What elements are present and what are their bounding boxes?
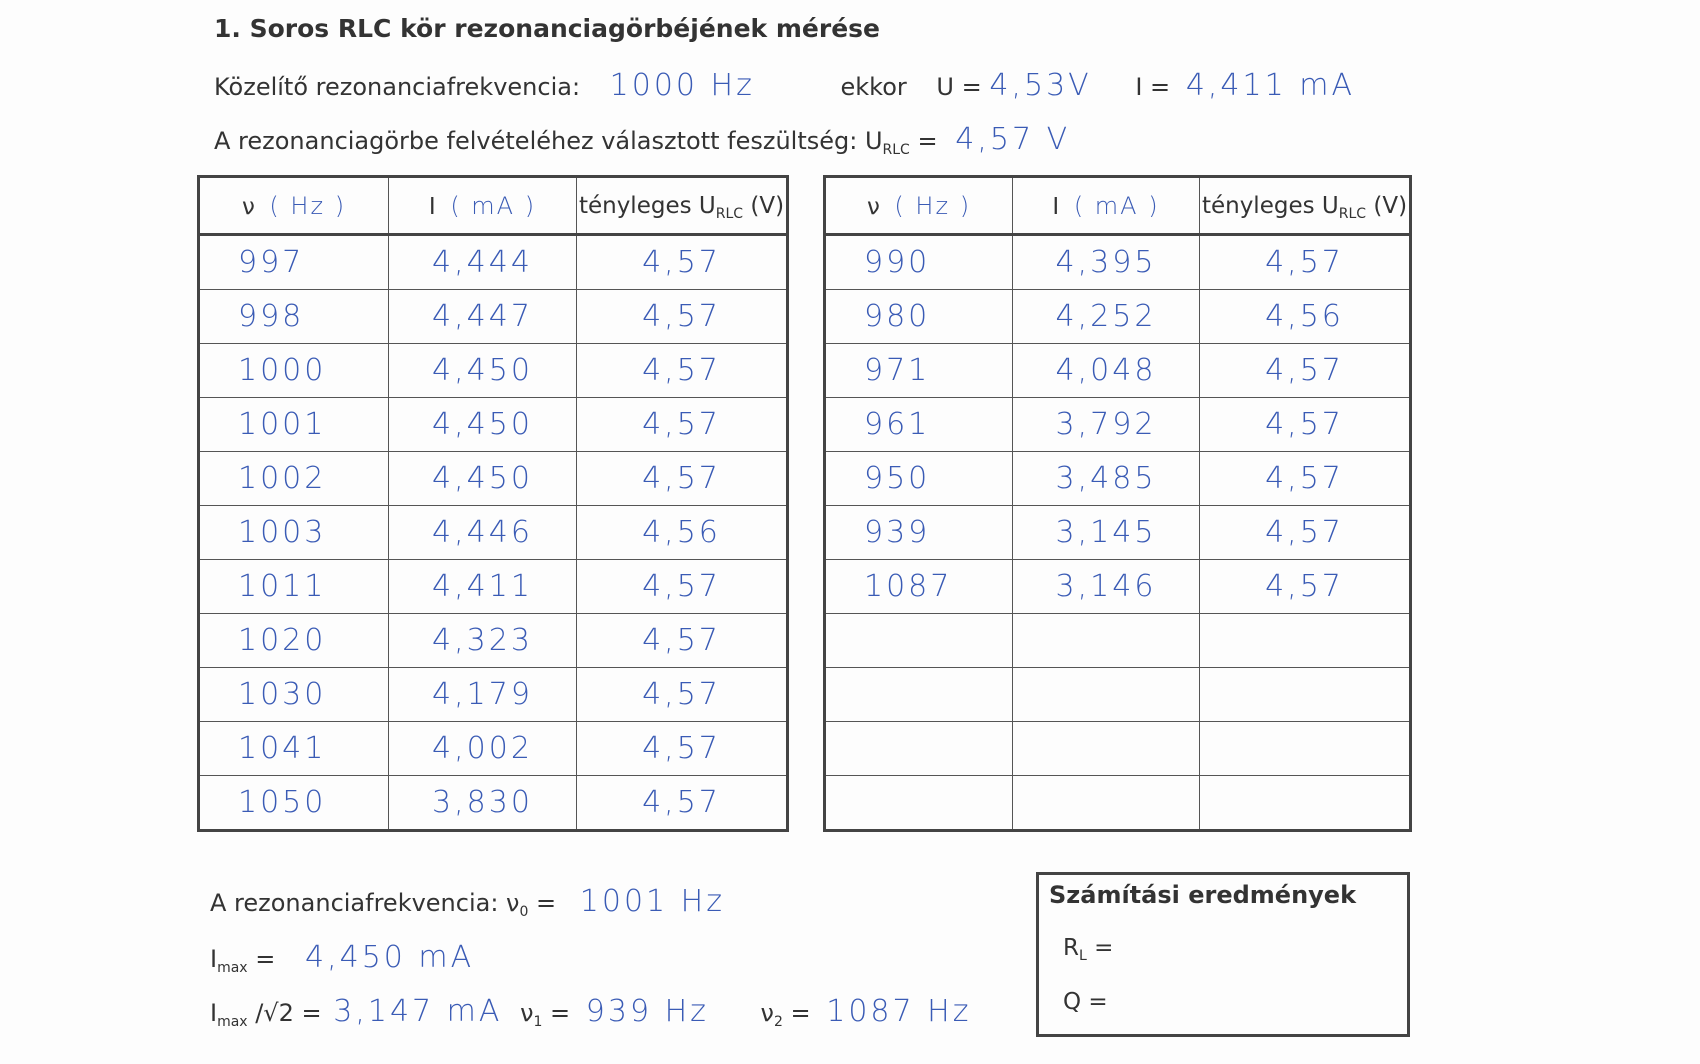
freq-cell-value: 990: [864, 245, 931, 280]
freq-cell: [199, 560, 389, 614]
chosen-voltage-value: 4,57 V: [955, 122, 1071, 157]
freq-cell-value: 1030: [238, 677, 327, 712]
q-field: [1063, 989, 1108, 1015]
current-cell: [389, 235, 577, 290]
current-header: [389, 177, 577, 235]
current-cell: [389, 722, 577, 776]
current-cell-value: 4,411: [432, 569, 533, 604]
freq-unit: ( Hz ): [894, 191, 972, 220]
current-cell: [1013, 776, 1200, 831]
table-row: [825, 560, 1411, 614]
resonance-freq-value: 1001 Hz: [579, 884, 725, 919]
nu2-label: ν: [760, 999, 774, 1027]
current-cell-value: 4,002: [432, 731, 533, 766]
u-value: 4,53V: [989, 68, 1092, 103]
freq-cell-value: 1020: [238, 623, 327, 658]
voltage-cell-value: 4,56: [1265, 299, 1344, 334]
table-row: [199, 776, 788, 831]
results-box-title: Számítási eredmények: [1049, 881, 1357, 909]
freq-cell-value: 1000: [238, 353, 327, 388]
table-row: [199, 344, 788, 398]
q-label: Q =: [1063, 989, 1108, 1015]
table-row: [199, 398, 788, 452]
current-cell: [389, 344, 577, 398]
freq-cell-value: 961: [864, 407, 931, 442]
current-cell-value: 3,145: [1055, 515, 1157, 550]
chosen-voltage-line: [214, 122, 1070, 157]
current-cell-value: 4,447: [432, 299, 533, 334]
current-cell: [389, 452, 577, 506]
voltage-cell: [1200, 344, 1411, 398]
voltage-cell: [577, 344, 788, 398]
current-cell-value: 4,395: [1055, 245, 1157, 280]
voltage-cell-value: 4,56: [642, 515, 721, 550]
current-cell-value: 3,485: [1055, 461, 1157, 496]
ekkor-label: ekkor: [840, 73, 907, 101]
current-cell: [1013, 722, 1200, 776]
voltage-cell: [1200, 506, 1411, 560]
freq-cell: [825, 776, 1013, 831]
imax-sqrt2-rest: /√2 =: [247, 999, 322, 1027]
current-cell-value: 3,830: [432, 785, 533, 820]
table-row: [199, 290, 788, 344]
freq-cell: [825, 398, 1013, 452]
voltage-cell: [577, 398, 788, 452]
voltage-cell-value: 4,57: [1265, 245, 1344, 280]
voltage-cell-value: 4,57: [1265, 515, 1344, 550]
freq-cell-value: 950: [864, 461, 931, 496]
voltage-cell: [577, 452, 788, 506]
freq-cell: [825, 290, 1013, 344]
table-row: [825, 614, 1411, 668]
voltage-cell: [1200, 235, 1411, 290]
voltage-header-text: tényleges U: [1201, 192, 1339, 219]
table-row: [199, 668, 788, 722]
i-symbol: I: [428, 193, 436, 220]
freq-cell: [825, 235, 1013, 290]
current-cell: [1013, 290, 1200, 344]
approx-freq-label: Közelítő rezonanciafrekvencia:: [214, 73, 581, 101]
freq-cell: [199, 614, 389, 668]
freq-header: [825, 177, 1013, 235]
u-label: U =: [936, 73, 982, 101]
voltage-cell: [577, 560, 788, 614]
freq-cell-value: 997: [238, 245, 305, 280]
current-cell: [1013, 560, 1200, 614]
voltage-cell: [1200, 776, 1411, 831]
current-cell: [389, 776, 577, 831]
chosen-voltage-eq: =: [909, 127, 938, 155]
freq-cell: [825, 344, 1013, 398]
freq-cell-value: 1001: [238, 407, 327, 442]
voltage-cell-value: 4,57: [642, 299, 721, 334]
voltage-cell: [1200, 398, 1411, 452]
voltage-cell-value: 4,57: [642, 569, 721, 604]
voltage-cell: [1200, 614, 1411, 668]
freq-header: [199, 177, 389, 235]
imax-eq: =: [247, 945, 276, 973]
current-cell-value: 4,323: [432, 623, 533, 658]
nu1-sub: 1: [533, 1014, 543, 1030]
voltage-cell: [577, 668, 788, 722]
freq-cell: [825, 668, 1013, 722]
table-row: [199, 722, 788, 776]
freq-cell: [199, 506, 389, 560]
nu-symbol: ν: [241, 193, 255, 220]
voltage-cell: [1200, 560, 1411, 614]
table-row: [825, 344, 1411, 398]
voltage-cell-value: 4,57: [642, 677, 721, 712]
current-cell-value: 3,146: [1055, 569, 1157, 604]
current-cell: [1013, 235, 1200, 290]
freq-cell-value: 971: [864, 353, 931, 388]
freq-cell-value: 1041: [238, 731, 327, 766]
resonance-freq-label: A rezonanciafrekvencia: ν: [210, 889, 520, 917]
rl-field: [1063, 935, 1114, 964]
voltage-cell-value: 4,57: [1265, 353, 1344, 388]
measurement-table-left: [197, 175, 789, 832]
voltage-cell: [1200, 722, 1411, 776]
freq-cell: [825, 452, 1013, 506]
i-symbol: I: [1052, 193, 1060, 220]
nu1-label: ν: [520, 999, 534, 1027]
current-cell: [1013, 398, 1200, 452]
voltage-cell-value: 4,57: [642, 785, 721, 820]
table-row: [199, 560, 788, 614]
current-header: [1013, 177, 1200, 235]
current-cell-value: 4,450: [432, 461, 533, 496]
freq-cell-value: 1003: [238, 515, 327, 550]
imax-sqrt2-label: I: [210, 999, 218, 1027]
voltage-header: [577, 177, 788, 235]
nu2-eq: =: [782, 999, 811, 1027]
i-label: I =: [1135, 73, 1171, 101]
current-cell: [1013, 344, 1200, 398]
table-header-row: [199, 177, 788, 235]
voltage-cell: [577, 290, 788, 344]
resonance-freq-sub: 0: [519, 904, 529, 920]
freq-cell: [199, 344, 389, 398]
current-cell: [1013, 668, 1200, 722]
voltage-cell: [577, 614, 788, 668]
imax-sqrt2-sub: max: [217, 1014, 248, 1030]
table-row: [825, 776, 1411, 831]
freq-cell: [199, 776, 389, 831]
table-row: [199, 506, 788, 560]
page-title: 1. Soros RLC kör rezonanciagörbéjének mérése: [214, 14, 880, 43]
voltage-cell: [577, 235, 788, 290]
voltage-header-text: tényleges U: [578, 192, 716, 219]
voltage-cell: [1200, 452, 1411, 506]
freq-cell: [199, 235, 389, 290]
nu-symbol: ν: [866, 193, 880, 220]
freq-cell-value: 980: [864, 299, 931, 334]
nu1-value: 939 Hz: [585, 994, 709, 1029]
freq-cell: [825, 506, 1013, 560]
table-row: [825, 722, 1411, 776]
current-cell-value: 4,179: [432, 677, 533, 712]
current-cell: [389, 290, 577, 344]
freq-cell: [825, 614, 1013, 668]
nu2-sub: 2: [773, 1014, 783, 1030]
voltage-cell-value: 4,57: [642, 731, 721, 766]
freq-cell: [199, 452, 389, 506]
chosen-voltage-sub: RLC: [882, 142, 910, 158]
voltage-cell: [1200, 668, 1411, 722]
nu1-eq: =: [542, 999, 571, 1027]
voltage-cell-value: 4,57: [642, 245, 721, 280]
voltage-unit: (V): [750, 192, 785, 219]
voltage-cell-value: 4,57: [642, 623, 721, 658]
i-value: 4,411 mA: [1185, 68, 1355, 103]
voltage-cell-value: 4,57: [642, 353, 721, 388]
table-row: [199, 614, 788, 668]
voltage-header-sub: RLC: [715, 205, 744, 222]
table-row: [825, 668, 1411, 722]
current-cell-value: 4,048: [1055, 353, 1157, 388]
table-row: [199, 235, 788, 290]
results-box: [1036, 872, 1410, 1037]
imax-sqrt2-line: [210, 994, 971, 1029]
voltage-unit: (V): [1373, 192, 1408, 219]
table-row: [825, 290, 1411, 344]
voltage-cell-value: 4,57: [1265, 461, 1344, 496]
voltage-cell-value: 4,57: [1265, 407, 1344, 442]
imax-label: I: [210, 945, 218, 973]
freq-cell: [825, 722, 1013, 776]
current-cell-value: 4,450: [432, 353, 533, 388]
resonance-freq-eq: =: [528, 889, 557, 917]
table-header-row: [825, 177, 1411, 235]
approx-freq-value: 1000 Hz: [609, 68, 755, 103]
resonance-freq-line: [210, 884, 725, 919]
voltage-cell: [1200, 290, 1411, 344]
current-cell-value: 4,444: [432, 245, 533, 280]
voltage-cell: [577, 722, 788, 776]
table-row: [825, 506, 1411, 560]
table-row: [825, 398, 1411, 452]
freq-cell-value: 1011: [238, 569, 327, 604]
voltage-cell-value: 4,57: [1265, 569, 1344, 604]
freq-cell: [199, 290, 389, 344]
rl-sub: L: [1078, 948, 1087, 964]
freq-cell-value: 1087: [864, 569, 953, 604]
voltage-cell: [577, 776, 788, 831]
approx-freq-line: [214, 68, 1355, 103]
current-cell: [389, 668, 577, 722]
freq-cell-value: 998: [238, 299, 305, 334]
rl-label: R: [1063, 935, 1079, 961]
current-unit: ( mA ): [450, 191, 537, 220]
freq-cell-value: 939: [864, 515, 931, 550]
voltage-cell-value: 4,57: [642, 407, 721, 442]
voltage-cell: [577, 506, 788, 560]
freq-cell: [199, 398, 389, 452]
current-cell: [389, 614, 577, 668]
current-cell: [389, 506, 577, 560]
freq-cell: [199, 722, 389, 776]
current-cell-value: 4,252: [1055, 299, 1157, 334]
freq-unit: ( Hz ): [269, 191, 347, 220]
freq-cell-value: 1050: [238, 785, 327, 820]
current-cell-value: 4,450: [432, 407, 533, 442]
table-row: [199, 452, 788, 506]
table-row: [825, 235, 1411, 290]
voltage-header-sub: RLC: [1338, 205, 1367, 222]
imax-sub: max: [217, 960, 248, 976]
current-cell: [1013, 452, 1200, 506]
freq-cell: [199, 668, 389, 722]
current-cell-value: 4,446: [432, 515, 533, 550]
current-cell: [389, 398, 577, 452]
imax-line: [210, 940, 474, 975]
voltage-cell-value: 4,57: [642, 461, 721, 496]
voltage-header: [1200, 177, 1411, 235]
imax-value: 4,450 mA: [304, 940, 475, 975]
current-cell: [1013, 614, 1200, 668]
current-cell: [1013, 506, 1200, 560]
current-cell: [389, 560, 577, 614]
current-unit: ( mA ): [1073, 191, 1160, 220]
nu2-value: 1087 Hz: [826, 994, 972, 1029]
rl-eq: =: [1086, 935, 1114, 961]
table-row: [825, 452, 1411, 506]
freq-cell-value: 1002: [238, 461, 327, 496]
freq-cell: [825, 560, 1013, 614]
imax-sqrt2-value: 3,147 mA: [333, 994, 503, 1029]
measurement-table-right: [823, 175, 1412, 832]
current-cell-value: 3,792: [1055, 407, 1157, 442]
chosen-voltage-label: A rezonanciagörbe felvételéhez választott feszültség: U: [214, 127, 883, 155]
